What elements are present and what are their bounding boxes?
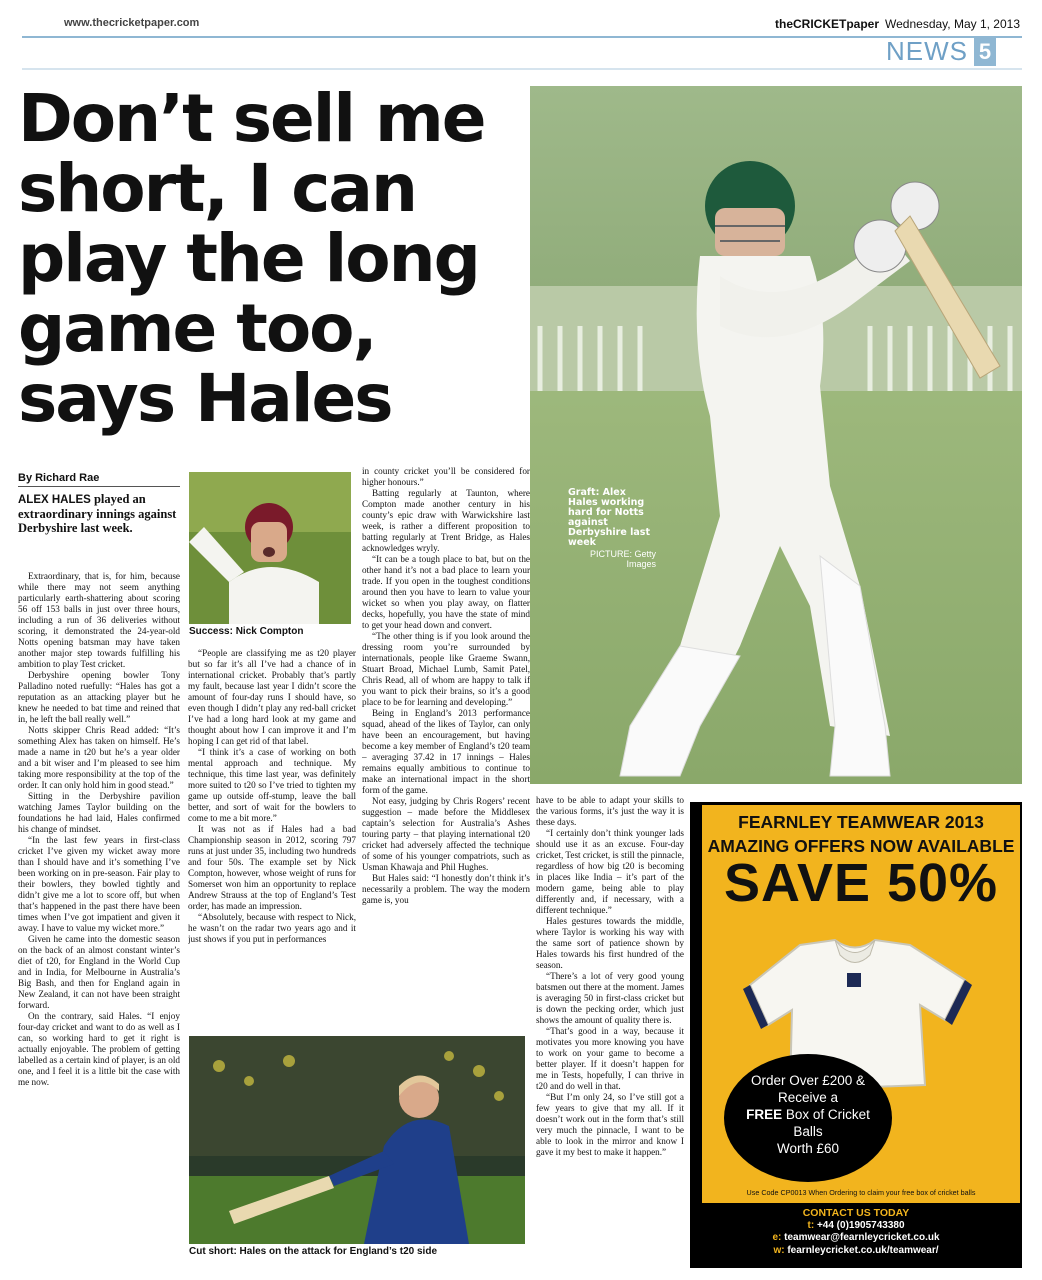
site-url[interactable]: www.thecricketpaper.com bbox=[64, 17, 200, 29]
paragraph: Hales gestures towards the middle, where Taylor is working his way with the same sort of patience shown by Hales towards his first hundred of the season. bbox=[536, 916, 684, 970]
paragraph: Extraordinary, that is, for him, because while there may not seem anything particularly earth-shattering about scoring 56 off 153 balls in just over three hours, including a run of 36 deliveries without scoring, it demonstrated the 24-year-old Notts opening batsman may have taken another major step towards fulfilling his ambition to play Test cricket. bbox=[18, 571, 180, 669]
contact-web[interactable] bbox=[690, 1245, 1022, 1258]
main-photo bbox=[530, 86, 1022, 784]
paragraph: in county cricket you’ll be considered for higher honours.” bbox=[362, 466, 530, 487]
paragraph: “But I’m only 24, so I’ve still got a few years to give that my all. If it doesn’t work out in the form that’s still very much the pinnacle, I want to be able to look in the mirror and know I gave it my best to make it happen.” bbox=[536, 1092, 684, 1157]
main-caption-text: Graft: Alex Hales working hard for Notts against Derbyshire last week bbox=[568, 487, 650, 548]
advert-subtitle: AMAZING OFFERS NOW AVAILABLE bbox=[707, 836, 1015, 856]
email-address[interactable]: teamwear@fearnleycricket.co.uk bbox=[784, 1232, 940, 1243]
paragraph: “That’s good in a way, because it motivates you more knowing you have to work on your game to become a better player. If it doesn’t happen for me in Tests, hopefully, I can thrive in t20 and do well in that. bbox=[536, 1026, 684, 1091]
article-intro bbox=[18, 492, 180, 535]
paragraph: “Absolutely, because with respect to Nick, he wasn’t on the radar two years ago and it just shows if you put in performances bbox=[188, 912, 356, 944]
headline: Don’t sell me short, I can play the long game too, says Hales bbox=[18, 80, 485, 437]
compton-caption: Success: Nick Compton bbox=[189, 626, 304, 637]
photo-credit bbox=[568, 549, 656, 569]
advert-contact bbox=[690, 1207, 1022, 1257]
paragraph: “People are classifying me as t20 player but so far it’s all I’ve had a chance of in international cricket. Probably that’s partly my fault, because last year I didn’t score the amount of four-day runs I should have, so even though I didn’t play any red-ball cricket I’ve had a long hard look at my game and thought about how I can improve it and I’m hoping I can get rid of that label. bbox=[188, 648, 356, 746]
paragraph: It was not as if Hales had a bad Championship season in 2012, scoring 797 runs at just under 35, including two hundreds and four 50s. The example set by Nick Compton, however, whose weight of runs for Somerset won him an opportunity to replace Andrew Strauss at the top of England’s Test order, has made an impression. bbox=[188, 824, 356, 911]
advert-save-banner: SAVE 50% bbox=[723, 853, 999, 913]
paragraph: Given he came into the domestic season on the back of an almost constant winter’s diet of t20, for England in the World Cup and in India, for Melbourne in Australia’s Big Bash, and then for England again in New Zealand, it can not have been straight forward. bbox=[18, 934, 180, 1010]
section-rule bbox=[22, 68, 1022, 70]
batsman-illustration bbox=[530, 86, 1022, 784]
email-label: e: bbox=[772, 1232, 782, 1243]
web-label: w: bbox=[773, 1244, 785, 1256]
england-t20-illustration bbox=[189, 1036, 525, 1244]
paragraph: “It can be a tough place to bat, but on the other hand it’s not a bad place to learn your trade. If you open in the toughest conditions around then you have to learn to value your wicket so when you play away, on flatter decks, hopefully, you have the state of mind to get your head down and convert. bbox=[362, 554, 530, 630]
advert-title: FEARNLEY TEAMWEAR 2013 bbox=[738, 812, 984, 832]
paragraph: Derbyshire opening bowler Tony Palladino noted ruefully: “Hales has got a reputation as an attacking player but he knew he needed to bat time and reined that in, he left the ball really well.” bbox=[18, 670, 180, 724]
paragraph: have to be able to adapt your skills to the various forms, it’s just the way it is these days. bbox=[536, 795, 684, 827]
header-rule bbox=[22, 36, 1022, 38]
paragraph: Being in England’s 2013 performance squad, ahead of the likes of Taylor, can only have been an encouragement, but having become a key member of England’s t20 team – averaging 37.42 in 17 innings – Hales remains equally ambitious to continue to make an international impact in the short form of the game. bbox=[362, 708, 530, 795]
article-column-1 bbox=[18, 571, 180, 1241]
paragraph: Notts skipper Chris Read added: “It’s something Alex has taken on himself. He’s made a name in t20 but he’s a year older and a bit wiser and I’m pleased to see him taking more responsibility at the top of the order. It can only hold him in good stead.” bbox=[18, 725, 180, 790]
paragraph: Batting regularly at Taunton, where Compton made another century in his county’s epic draw with Warwickshire last week, is rather a different proposition to batting regularly at Trent Bridge, as Hales acknowledges wryly. bbox=[362, 488, 530, 553]
offer-line-4: Balls bbox=[793, 1124, 823, 1139]
offer-box: Box of Cricket bbox=[782, 1107, 870, 1122]
england-photo bbox=[189, 1036, 525, 1244]
compton-illustration bbox=[189, 472, 351, 624]
brand-name: theCRICKETpaper bbox=[775, 17, 880, 31]
paragraph: “In the last few years in first-class cricket I’ve given my wicket away more than I should have and it’s something I’ve been working on in pre-season. Fair play to their bowlers, they bowled tightly and didn’t give me a lot to score off, but when that’s happened in the past there have been times when I’ve got impatient and given it away. I have to value my wicket more.” bbox=[18, 835, 180, 933]
offer-text bbox=[724, 1072, 892, 1157]
contact-email[interactable] bbox=[690, 1232, 1022, 1245]
promo-code-note: Use Code CP0013 When Ordering to claim your free box of cricket balls bbox=[746, 1188, 976, 1197]
web-address[interactable]: fearnleycricket.co.uk/teamwear/ bbox=[787, 1244, 939, 1256]
paragraph: On the contrary, said Hales. “I enjoy four-day cricket and want to do as well as I can, so working hard to get it right is actually enjoyable. The problem of getting labelled as a certain kind of player, is an old one, and I feel it is a little bit the case with me now. bbox=[18, 1011, 180, 1087]
page-number: 5 bbox=[974, 38, 996, 66]
contact-title: CONTACT US TODAY bbox=[802, 1207, 910, 1219]
offer-line-2: Receive a bbox=[777, 1090, 839, 1105]
intro-rest: played an extraordinary innings against Derbyshire last week. bbox=[18, 492, 177, 535]
masthead bbox=[775, 17, 1020, 31]
intro-lead: ALEX HALES bbox=[18, 494, 91, 506]
issue-date: Wednesday, May 1, 2013 bbox=[885, 17, 1020, 31]
paragraph: But Hales said: “I honestly don’t think it’s necessarily a problem. The way the modern game is, you bbox=[362, 873, 530, 905]
photo-credit-line-2: Images bbox=[626, 559, 656, 569]
offer-line-3 bbox=[724, 1106, 892, 1123]
byline-rule bbox=[18, 486, 180, 487]
england-caption: Cut short: Hales on the attack for England’s t20 side bbox=[189, 1246, 438, 1257]
contact-phone[interactable] bbox=[690, 1220, 1022, 1233]
phone-label: t: bbox=[807, 1219, 815, 1231]
paragraph: Not easy, judging by Chris Rogers’ recent suggestion – made before the Middlesex captain’s selection for Australia’s Ashes touring party – that playing international t20 cricket had adversely affected the technique of some of his younger compatriots, such as Usman Khawaja and Phil Hughes. bbox=[362, 796, 530, 872]
paragraph: “I think it’s a case of working on both mental approach and technique. My technique, this time last year, was definitely more suited to t20 so I’ve tried to tighten my game up outside off-stump, leave the ball better, and sort of wait for the bowlers to come to me a bit more.” bbox=[188, 747, 356, 823]
photo-credit-line-1: PICTURE: Getty bbox=[589, 549, 656, 559]
article-column-2 bbox=[188, 648, 356, 1031]
offer-line-1: Order Over £200 & bbox=[750, 1073, 866, 1088]
offer-line-5: Worth £60 bbox=[776, 1141, 840, 1156]
section-label: NEWS bbox=[886, 36, 968, 66]
compton-photo bbox=[189, 472, 351, 624]
byline: By Richard Rae bbox=[18, 472, 100, 484]
paragraph: “There’s a lot of very good young batsmen out there at the moment. James is averaging 50 in first-class cricket but is down the pecking order, which just shows the amount of quality there is. bbox=[536, 971, 684, 1025]
article-column-4 bbox=[536, 795, 684, 1265]
paragraph: “I certainly don’t think younger lads should use it as an excuse. Four-day cricket, Test cricket, is still the pinnacle, regardless of how big t20 is becoming in places like India – it’s part of the modern game, being able to play differently and, if necessary, with a different technique.” bbox=[536, 828, 684, 915]
main-photo-caption bbox=[568, 488, 656, 569]
phone-number[interactable]: +44 (0)1905743380 bbox=[816, 1219, 905, 1231]
paragraph: “The other thing is if you look around the dressing room you’re surrounded by internationals, people like Graeme Swann, Stuart Broad, Michael Lumb, Samit Patel, Chris Read, all of whom are happy to talk if you want to pick their brains, so it’s a good place to be for learning and developing.” bbox=[362, 631, 530, 707]
offer-free: FREE bbox=[746, 1107, 783, 1122]
paragraph: Sitting in the Derbyshire pavilion watching James Taylor building on the foundations he had laid, Hales confirmed his change of mindset. bbox=[18, 791, 180, 834]
